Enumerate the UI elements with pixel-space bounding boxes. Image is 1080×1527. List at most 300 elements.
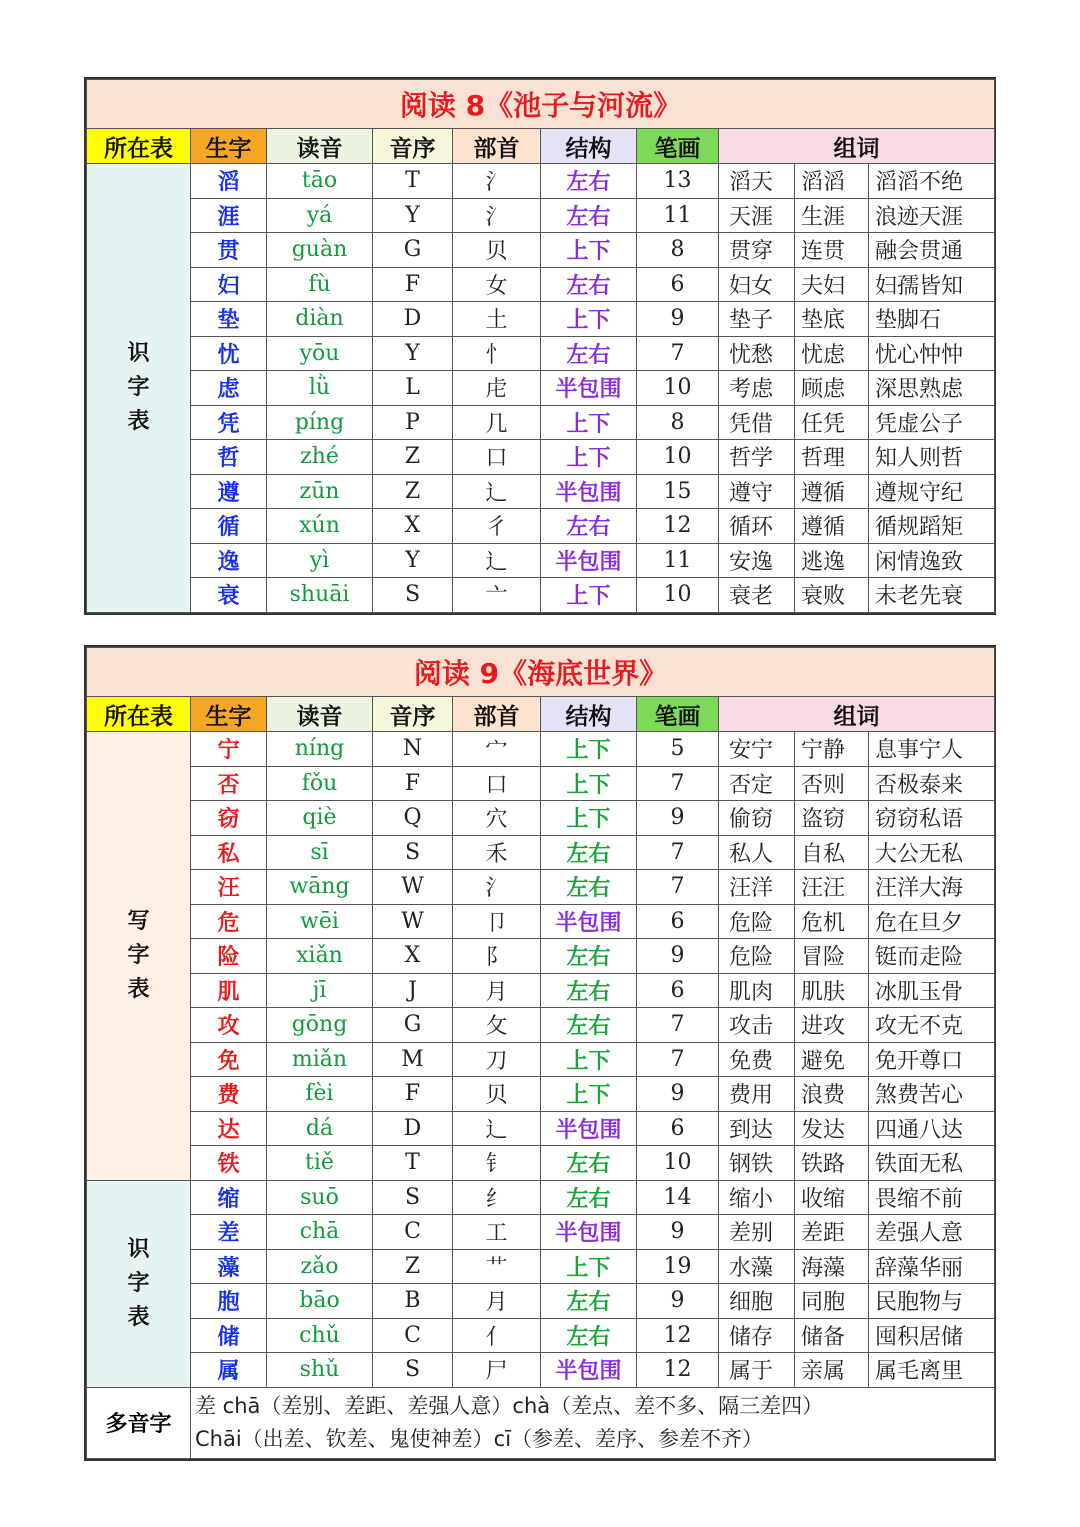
structure-cell: 左右	[541, 1008, 637, 1043]
order-cell: X	[373, 509, 453, 544]
strokes-cell: 7	[637, 835, 719, 870]
word-cell: 民胞物与	[869, 1284, 995, 1319]
pinyin-cell: yá	[267, 198, 373, 233]
strokes-cell: 19	[637, 1249, 719, 1284]
structure-cell: 左右	[541, 1146, 637, 1181]
strokes-cell: 10	[637, 371, 719, 406]
char-cell: 险	[191, 939, 267, 974]
pinyin-cell: shǔ	[267, 1353, 373, 1388]
word-cell: 任凭	[795, 405, 869, 440]
structure-cell: 半包围	[541, 1215, 637, 1250]
word-cell: 攻击	[719, 1008, 795, 1043]
polyphone-label: 多音字	[87, 1387, 191, 1458]
table-title-row	[87, 648, 995, 697]
word-cell: 垫底	[795, 302, 869, 337]
word-cell: 夫妇	[795, 267, 869, 302]
strokes-cell: 9	[637, 1284, 719, 1319]
table-row	[87, 440, 995, 475]
table-reading-8	[84, 77, 996, 615]
radical-cell: 彳	[453, 509, 541, 544]
order-cell: T	[373, 164, 453, 199]
char-cell: 逸	[191, 543, 267, 578]
char-cell: 贯	[191, 233, 267, 268]
word-cell: 发达	[795, 1111, 869, 1146]
word-cell: 到达	[719, 1111, 795, 1146]
word-cell: 滔滔	[795, 164, 869, 199]
structure-cell: 上下	[541, 233, 637, 268]
table-row	[87, 578, 995, 613]
radical-cell: 阝	[453, 939, 541, 974]
table-row	[87, 1146, 995, 1181]
location-label: 识字表	[127, 340, 150, 434]
word-cell: 避免	[795, 1042, 869, 1077]
pinyin-cell: gōng	[267, 1008, 373, 1043]
radical-cell: 月	[453, 1284, 541, 1319]
pinyin-cell: qiè	[267, 801, 373, 836]
order-cell: Y	[373, 198, 453, 233]
char-cell: 危	[191, 904, 267, 939]
word-cell: 贯穿	[719, 233, 795, 268]
order-cell: F	[373, 1077, 453, 1112]
word-cell: 闲情逸致	[869, 543, 995, 578]
table-reading-9	[84, 645, 996, 1461]
table-row	[87, 1215, 995, 1250]
pinyin-cell: tiě	[267, 1146, 373, 1181]
char-cell: 虑	[191, 371, 267, 406]
pinyin-cell: wēi	[267, 904, 373, 939]
word-cell: 四通八达	[869, 1111, 995, 1146]
word-cell: 垫脚石	[869, 302, 995, 337]
strokes-cell: 7	[637, 336, 719, 371]
char-cell: 达	[191, 1111, 267, 1146]
table-title-row	[87, 80, 995, 129]
word-cell: 遵规守纪	[869, 474, 995, 509]
header-char: 生字	[191, 129, 267, 164]
word-cell: 攻无不克	[869, 1008, 995, 1043]
radical-cell: 刀	[453, 1042, 541, 1077]
word-cell: 垫子	[719, 302, 795, 337]
order-cell: N	[373, 732, 453, 767]
word-cell: 费用	[719, 1077, 795, 1112]
order-cell: Y	[373, 336, 453, 371]
structure-cell: 上下	[541, 732, 637, 767]
word-cell: 属毛离里	[869, 1353, 995, 1388]
word-cell: 滔天	[719, 164, 795, 199]
table-row	[87, 164, 995, 199]
strokes-cell: 15	[637, 474, 719, 509]
char-cell: 差	[191, 1215, 267, 1250]
word-cell: 考虑	[719, 371, 795, 406]
word-cell: 天涯	[719, 198, 795, 233]
word-cell: 储存	[719, 1318, 795, 1353]
pinyin-cell: wāng	[267, 870, 373, 905]
header-structure: 结构	[541, 129, 637, 164]
structure-cell: 上下	[541, 405, 637, 440]
char-cell: 否	[191, 766, 267, 801]
table-row	[87, 302, 995, 337]
table-row	[87, 1077, 995, 1112]
strokes-cell: 7	[637, 1008, 719, 1043]
order-cell: P	[373, 405, 453, 440]
word-cell: 融会贯通	[869, 233, 995, 268]
structure-cell: 半包围	[541, 543, 637, 578]
structure-cell: 左右	[541, 939, 637, 974]
word-cell: 汪洋	[719, 870, 795, 905]
pinyin-cell: chā	[267, 1215, 373, 1250]
radical-cell: 口	[453, 440, 541, 475]
radical-cell: 虍	[453, 371, 541, 406]
pinyin-cell: níng	[267, 732, 373, 767]
word-cell: 盗窃	[795, 801, 869, 836]
pinyin-cell: zhé	[267, 440, 373, 475]
order-cell: D	[373, 1111, 453, 1146]
order-cell: J	[373, 973, 453, 1008]
structure-cell: 半包围	[541, 904, 637, 939]
word-cell: 大公无私	[869, 835, 995, 870]
word-cell: 安逸	[719, 543, 795, 578]
table-row	[87, 1353, 995, 1388]
pinyin-cell: bāo	[267, 1284, 373, 1319]
structure-cell: 上下	[541, 1077, 637, 1112]
radical-cell: 艹	[453, 1249, 541, 1284]
order-cell: X	[373, 939, 453, 974]
word-cell: 妇女	[719, 267, 795, 302]
word-cell: 差距	[795, 1215, 869, 1250]
strokes-cell: 12	[637, 1318, 719, 1353]
word-cell: 未老先衰	[869, 578, 995, 613]
word-cell: 自私	[795, 835, 869, 870]
word-cell: 汪汪	[795, 870, 869, 905]
radical-cell: 几	[453, 405, 541, 440]
word-cell: 忧心忡忡	[869, 336, 995, 371]
char-cell: 费	[191, 1077, 267, 1112]
word-cell: 肌肤	[795, 973, 869, 1008]
char-cell: 储	[191, 1318, 267, 1353]
structure-cell: 左右	[541, 164, 637, 199]
header-pinyin: 读音	[267, 697, 373, 732]
pinyin-cell: suō	[267, 1180, 373, 1215]
char-cell: 忧	[191, 336, 267, 371]
word-cell: 属于	[719, 1353, 795, 1388]
word-cell: 衰老	[719, 578, 795, 613]
table-row	[87, 371, 995, 406]
word-cell: 凭虚公子	[869, 405, 995, 440]
word-cell: 衰败	[795, 578, 869, 613]
char-cell: 衰	[191, 578, 267, 613]
header-words: 组词	[719, 129, 995, 164]
word-cell: 浪费	[795, 1077, 869, 1112]
order-cell: S	[373, 578, 453, 613]
char-cell: 胞	[191, 1284, 267, 1319]
structure-cell: 左右	[541, 1284, 637, 1319]
table-row	[87, 1284, 995, 1319]
radical-cell: 亻	[453, 1318, 541, 1353]
word-cell: 铁面无私	[869, 1146, 995, 1181]
radical-cell: 忄	[453, 336, 541, 371]
radical-cell: 禾	[453, 835, 541, 870]
radical-cell: 土	[453, 302, 541, 337]
table-title: 阅读 9《海底世界》	[87, 648, 995, 697]
word-cell: 滔滔不绝	[869, 164, 995, 199]
structure-cell: 上下	[541, 801, 637, 836]
table-row	[87, 474, 995, 509]
radical-cell: 氵	[453, 198, 541, 233]
radical-cell: 辶	[453, 543, 541, 578]
strokes-cell: 6	[637, 1111, 719, 1146]
char-table	[86, 647, 995, 1459]
strokes-cell: 10	[637, 578, 719, 613]
radical-cell: 纟	[453, 1180, 541, 1215]
pinyin-cell: jī	[267, 973, 373, 1008]
word-cell: 同胞	[795, 1284, 869, 1319]
word-cell: 危险	[719, 939, 795, 974]
radical-cell: 女	[453, 267, 541, 302]
structure-cell: 上下	[541, 578, 637, 613]
char-cell: 凭	[191, 405, 267, 440]
radical-cell: 穴	[453, 801, 541, 836]
strokes-cell: 9	[637, 1215, 719, 1250]
pinyin-cell: xún	[267, 509, 373, 544]
header-radical: 部首	[453, 129, 541, 164]
strokes-cell: 10	[637, 1146, 719, 1181]
word-cell: 安宁	[719, 732, 795, 767]
char-cell: 垫	[191, 302, 267, 337]
pinyin-cell: yì	[267, 543, 373, 578]
table-row	[87, 1111, 995, 1146]
char-cell: 私	[191, 835, 267, 870]
word-cell: 缩小	[719, 1180, 795, 1215]
structure-cell: 左右	[541, 198, 637, 233]
word-cell: 偷窃	[719, 801, 795, 836]
char-cell: 免	[191, 1042, 267, 1077]
char-cell: 宁	[191, 732, 267, 767]
structure-cell: 左右	[541, 1180, 637, 1215]
word-cell: 遵守	[719, 474, 795, 509]
char-cell: 妇	[191, 267, 267, 302]
word-cell: 生涯	[795, 198, 869, 233]
location-label: 写字表	[127, 908, 150, 1002]
char-cell: 涯	[191, 198, 267, 233]
word-cell: 免费	[719, 1042, 795, 1077]
location-cell	[87, 1180, 191, 1387]
word-cell: 忧愁	[719, 336, 795, 371]
structure-cell: 左右	[541, 1318, 637, 1353]
word-cell: 凭借	[719, 405, 795, 440]
strokes-cell: 9	[637, 302, 719, 337]
pinyin-cell: fèi	[267, 1077, 373, 1112]
structure-cell: 半包围	[541, 371, 637, 406]
radical-cell: 宀	[453, 732, 541, 767]
table-row	[87, 1008, 995, 1043]
table-row	[87, 732, 995, 767]
pinyin-cell: fǒu	[267, 766, 373, 801]
order-cell: M	[373, 1042, 453, 1077]
strokes-cell: 7	[637, 1042, 719, 1077]
pinyin-cell: píng	[267, 405, 373, 440]
strokes-cell: 13	[637, 164, 719, 199]
word-cell: 冒险	[795, 939, 869, 974]
radical-cell: 亠	[453, 578, 541, 613]
polyphone-line-1: 差 chā（差别、差距、差强人意）chà（差点、差不多、隔三差四）	[195, 1393, 824, 1418]
polyphone-text	[191, 1387, 995, 1458]
structure-cell: 上下	[541, 440, 637, 475]
order-cell: F	[373, 766, 453, 801]
word-cell: 危险	[719, 904, 795, 939]
table-row	[87, 1318, 995, 1353]
polyphone-line-2: Chāi（出差、钦差、鬼使神差）cī（参差、差序、参差不齐）	[195, 1426, 764, 1451]
pinyin-cell: xiǎn	[267, 939, 373, 974]
order-cell: D	[373, 302, 453, 337]
header-strokes: 笔画	[637, 129, 719, 164]
order-cell: W	[373, 904, 453, 939]
word-cell: 辞藻华丽	[869, 1249, 995, 1284]
order-cell: C	[373, 1318, 453, 1353]
order-cell: S	[373, 1353, 453, 1388]
pinyin-cell: tāo	[267, 164, 373, 199]
radical-cell: 月	[453, 973, 541, 1008]
word-cell: 水藻	[719, 1249, 795, 1284]
radical-cell: 卩	[453, 904, 541, 939]
location-cell	[87, 164, 191, 613]
strokes-cell: 6	[637, 267, 719, 302]
strokes-cell: 9	[637, 801, 719, 836]
radical-cell: 贝	[453, 233, 541, 268]
header-pinyin: 读音	[267, 129, 373, 164]
word-cell: 免开尊口	[869, 1042, 995, 1077]
pinyin-cell: fù	[267, 267, 373, 302]
word-cell: 收缩	[795, 1180, 869, 1215]
pinyin-cell: zūn	[267, 474, 373, 509]
char-cell: 属	[191, 1353, 267, 1388]
order-cell: Z	[373, 474, 453, 509]
order-cell: Z	[373, 1249, 453, 1284]
table-row	[87, 1249, 995, 1284]
word-cell: 差强人意	[869, 1215, 995, 1250]
order-cell: Q	[373, 801, 453, 836]
word-cell: 私人	[719, 835, 795, 870]
char-cell: 缩	[191, 1180, 267, 1215]
word-cell: 进攻	[795, 1008, 869, 1043]
word-cell: 宁静	[795, 732, 869, 767]
word-cell: 顾虑	[795, 371, 869, 406]
word-cell: 冰肌玉骨	[869, 973, 995, 1008]
structure-cell: 左右	[541, 336, 637, 371]
word-cell: 否定	[719, 766, 795, 801]
strokes-cell: 12	[637, 1353, 719, 1388]
strokes-cell: 8	[637, 233, 719, 268]
word-cell: 肌肉	[719, 973, 795, 1008]
word-cell: 妇孺皆知	[869, 267, 995, 302]
word-cell: 危在旦夕	[869, 904, 995, 939]
polyphone-row	[87, 1387, 995, 1458]
pinyin-cell: zǎo	[267, 1249, 373, 1284]
char-cell: 藻	[191, 1249, 267, 1284]
pinyin-cell: guàn	[267, 233, 373, 268]
table-row	[87, 267, 995, 302]
word-cell: 深思熟虑	[869, 371, 995, 406]
word-cell: 钢铁	[719, 1146, 795, 1181]
strokes-cell: 8	[637, 405, 719, 440]
order-cell: G	[373, 1008, 453, 1043]
header-char: 生字	[191, 697, 267, 732]
word-cell: 窃窃私语	[869, 801, 995, 836]
header-words: 组词	[719, 697, 995, 732]
structure-cell: 左右	[541, 509, 637, 544]
strokes-cell: 9	[637, 939, 719, 974]
radical-cell: 尸	[453, 1353, 541, 1388]
char-cell: 肌	[191, 973, 267, 1008]
word-cell: 逃逸	[795, 543, 869, 578]
header-row	[87, 129, 995, 164]
radical-cell: 贝	[453, 1077, 541, 1112]
table-row	[87, 973, 995, 1008]
structure-cell: 上下	[541, 1042, 637, 1077]
order-cell: G	[373, 233, 453, 268]
pinyin-cell: yōu	[267, 336, 373, 371]
table-row	[87, 1042, 995, 1077]
order-cell: S	[373, 835, 453, 870]
word-cell: 差别	[719, 1215, 795, 1250]
table-row	[87, 198, 995, 233]
order-cell: Y	[373, 543, 453, 578]
structure-cell: 上下	[541, 766, 637, 801]
char-cell: 窃	[191, 801, 267, 836]
table-row	[87, 801, 995, 836]
radical-cell: 钅	[453, 1146, 541, 1181]
header-location: 所在表	[87, 129, 191, 164]
strokes-cell: 14	[637, 1180, 719, 1215]
radical-cell: 口	[453, 766, 541, 801]
table-title: 阅读 8《池子与河流》	[87, 80, 995, 129]
structure-cell: 半包围	[541, 1353, 637, 1388]
order-cell: T	[373, 1146, 453, 1181]
strokes-cell: 6	[637, 904, 719, 939]
word-cell: 铤而走险	[869, 939, 995, 974]
header-radical: 部首	[453, 697, 541, 732]
strokes-cell: 12	[637, 509, 719, 544]
word-cell: 循环	[719, 509, 795, 544]
pinyin-cell: miǎn	[267, 1042, 373, 1077]
table-row	[87, 336, 995, 371]
word-cell: 海藻	[795, 1249, 869, 1284]
location-cell	[87, 732, 191, 1181]
structure-cell: 左右	[541, 870, 637, 905]
word-cell: 哲理	[795, 440, 869, 475]
char-cell: 遵	[191, 474, 267, 509]
word-cell: 亲属	[795, 1353, 869, 1388]
word-cell: 危机	[795, 904, 869, 939]
table-row	[87, 543, 995, 578]
word-cell: 连贯	[795, 233, 869, 268]
order-cell: C	[373, 1215, 453, 1250]
char-cell: 铁	[191, 1146, 267, 1181]
header-strokes: 笔画	[637, 697, 719, 732]
word-cell: 铁路	[795, 1146, 869, 1181]
header-structure: 结构	[541, 697, 637, 732]
order-cell: B	[373, 1284, 453, 1319]
word-cell: 囤积居储	[869, 1318, 995, 1353]
pinyin-cell: diàn	[267, 302, 373, 337]
strokes-cell: 6	[637, 973, 719, 1008]
word-cell: 浪迹天涯	[869, 198, 995, 233]
word-cell: 煞费苦心	[869, 1077, 995, 1112]
word-cell: 汪洋大海	[869, 870, 995, 905]
table-row	[87, 405, 995, 440]
structure-cell: 上下	[541, 302, 637, 337]
pinyin-cell: dá	[267, 1111, 373, 1146]
order-cell: S	[373, 1180, 453, 1215]
radical-cell: 工	[453, 1215, 541, 1250]
